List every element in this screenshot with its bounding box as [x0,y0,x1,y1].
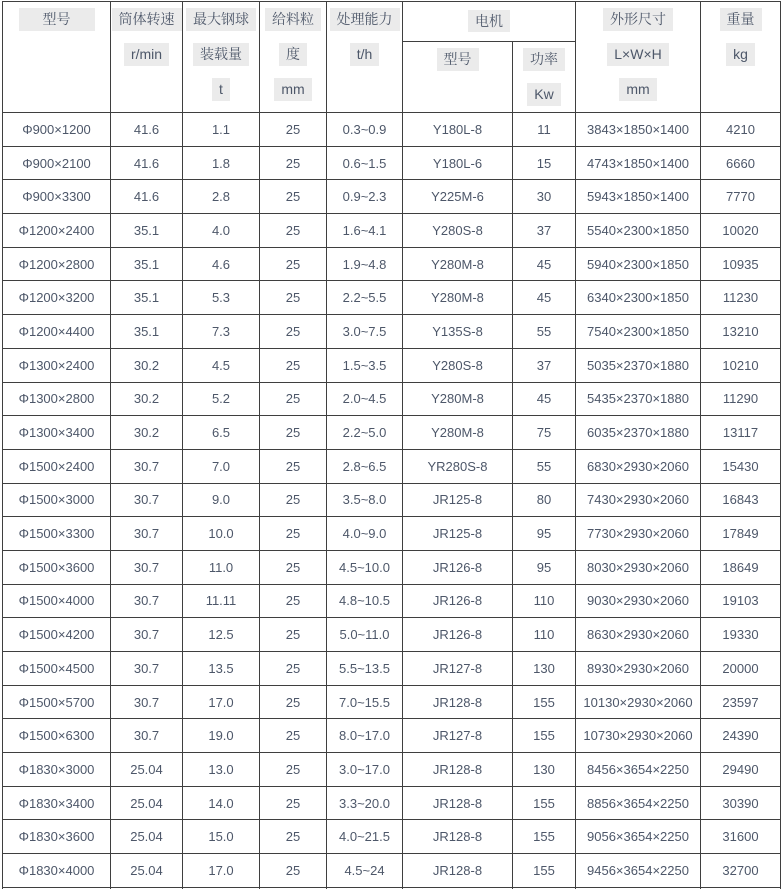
table-cell: Φ1500×3300 [3,517,111,551]
table-cell: 10935 [701,247,781,281]
table-cell: Y280M-8 [403,382,513,416]
table-cell: JR128-8 [403,854,513,888]
table-cell: 30.7 [111,618,183,652]
table-cell: 110 [513,618,576,652]
table-cell: 45 [513,382,576,416]
table-cell: Φ1200×2800 [3,247,111,281]
col-header-weight-unit: kg [726,43,755,66]
col-header-capacity-label: 处理能力 [330,8,400,31]
col-header-feed-size-unit: mm [274,78,311,101]
table-cell: 155 [513,719,576,753]
table-row [3,382,781,416]
table-cell: 7.0 [183,449,260,483]
table-cell: 3.0~7.5 [327,315,403,349]
table-cell: 41.6 [111,146,183,180]
table-cell: 8630×2930×2060 [576,618,701,652]
table-cell: JR126-8 [403,550,513,584]
table-row [3,247,781,281]
table-cell: 110 [513,584,576,618]
table-cell: Y280M-8 [403,247,513,281]
table-row [3,685,781,719]
table-cell: 23597 [701,685,781,719]
col-header-feed-size [260,2,327,113]
table-cell: 18649 [701,550,781,584]
table-cell: 8030×2930×2060 [576,550,701,584]
table-cell: 32700 [701,854,781,888]
table-cell: JR128-8 [403,786,513,820]
table-cell: 45 [513,281,576,315]
table-cell: 5.2 [183,382,260,416]
table-cell: JR125-8 [403,517,513,551]
table-row [3,820,781,854]
table-cell: 17.0 [183,854,260,888]
col-header-motor-group-label: 电机 [468,10,510,32]
table-cell: 155 [513,786,576,820]
table-row [3,180,781,214]
table-cell: 5435×2370×1880 [576,382,701,416]
table-cell: 4.6 [183,247,260,281]
col-header-dimensions-unit: mm [619,78,656,101]
table-cell: 4.5~24 [327,854,403,888]
table-row [3,618,781,652]
table-cell: 35.1 [111,281,183,315]
table-body [3,113,781,889]
table-cell: JR126-8 [403,618,513,652]
col-header-ball-load-label-2: 装载量 [193,43,249,66]
col-header-motor-group [403,2,576,42]
table-cell: 7.3 [183,315,260,349]
table-cell: Φ1500×3000 [3,483,111,517]
table-cell: 4.0~21.5 [327,820,403,854]
col-header-ball-load [183,2,260,113]
table-cell: Φ1200×2400 [3,214,111,248]
table-cell: 7.0~15.5 [327,685,403,719]
table-cell: 8930×2930×2060 [576,652,701,686]
table-cell: 19330 [701,618,781,652]
col-header-model-label: 型号 [19,8,95,31]
table-cell: 25 [260,786,327,820]
table-cell: 17.0 [183,685,260,719]
table-cell: 0.6~1.5 [327,146,403,180]
col-header-dimensions-label: 外形尺寸 [603,8,673,31]
table-cell: 29490 [701,753,781,787]
table-cell: 7540×2300×1850 [576,315,701,349]
table-cell: 25 [260,214,327,248]
table-row [3,315,781,349]
table-cell: 1.1 [183,113,260,147]
col-header-model [3,2,111,113]
table-cell: JR126-8 [403,584,513,618]
table-cell: Φ1200×3200 [3,281,111,315]
table-cell: 4.0~9.0 [327,517,403,551]
table-cell: Φ1300×2400 [3,348,111,382]
table-cell: 13117 [701,416,781,450]
table-cell: Y280S-8 [403,348,513,382]
table-cell: 155 [513,854,576,888]
table-cell: 30.7 [111,584,183,618]
col-header-capacity [327,2,403,113]
table-row [3,348,781,382]
table-cell: 3.0~17.0 [327,753,403,787]
table-header [3,2,781,113]
table-cell: 8.0~17.0 [327,719,403,753]
table-cell: Φ1830×3400 [3,786,111,820]
table-cell: 14.0 [183,786,260,820]
table-cell: 13.5 [183,652,260,686]
col-header-motor-model-label: 型号 [437,48,479,71]
table-cell: 7770 [701,180,781,214]
table-cell: 35.1 [111,247,183,281]
table-cell: 2.0~4.5 [327,382,403,416]
table-cell: 17849 [701,517,781,551]
table-cell: 0.9~2.3 [327,180,403,214]
table-cell: Φ1830×4000 [3,854,111,888]
table-cell: 13.0 [183,753,260,787]
table-cell: 4.0 [183,214,260,248]
col-header-ball-load-unit: t [212,78,230,101]
table-cell: 3843×1850×1400 [576,113,701,147]
table-row [3,652,781,686]
table-cell: 25 [260,652,327,686]
table-cell: 2.8~6.5 [327,449,403,483]
table-cell: 75 [513,416,576,450]
table-cell: Φ900×3300 [3,180,111,214]
table-cell: 9.0 [183,483,260,517]
table-cell: 5.0~11.0 [327,618,403,652]
table-cell: 25 [260,382,327,416]
table-cell: 30.7 [111,449,183,483]
table-cell: 1.8 [183,146,260,180]
table-cell: 25 [260,550,327,584]
table-cell: 25 [260,685,327,719]
table-cell: 15 [513,146,576,180]
col-header-motor-power-unit: Kw [527,83,560,106]
table-cell: 25 [260,348,327,382]
table-row [3,753,781,787]
table-cell: JR125-8 [403,483,513,517]
table-cell: 25 [260,584,327,618]
table-cell: 25 [260,719,327,753]
table-cell: 25.04 [111,820,183,854]
table-cell: JR128-8 [403,820,513,854]
table-cell: 25 [260,113,327,147]
table-cell: 2.2~5.0 [327,416,403,450]
table-cell: 15430 [701,449,781,483]
col-header-speed [111,2,183,113]
table-cell: 155 [513,685,576,719]
table-cell: 12.5 [183,618,260,652]
table-cell: 10210 [701,348,781,382]
table-cell: 30.7 [111,550,183,584]
table-cell: 41.6 [111,113,183,147]
table-cell: Y135S-8 [403,315,513,349]
table-cell: 24390 [701,719,781,753]
table-cell: 0.3~0.9 [327,113,403,147]
table-cell: 11230 [701,281,781,315]
table-cell: 20000 [701,652,781,686]
table-cell: 35.1 [111,214,183,248]
table-cell: 5.5~13.5 [327,652,403,686]
table-cell: 31600 [701,820,781,854]
table-cell: 6.5 [183,416,260,450]
table-cell: JR128-8 [403,753,513,787]
table-cell: 19103 [701,584,781,618]
table-cell: 8856×3654×2250 [576,786,701,820]
table-cell: 30.2 [111,382,183,416]
table-cell: 10130×2930×2060 [576,685,701,719]
table-cell: 6340×2300×1850 [576,281,701,315]
table-cell: 8456×3654×2250 [576,753,701,787]
table-cell: Φ1500×6300 [3,719,111,753]
table-cell: 9056×3654×2250 [576,820,701,854]
table-cell: Y280M-8 [403,416,513,450]
table-cell: 30.7 [111,685,183,719]
table-cell: Φ1200×4400 [3,315,111,349]
col-header-dimensions-formula: L×W×H [607,43,668,66]
table-row [3,550,781,584]
col-header-ball-load-label-1: 最大钢球 [186,8,256,31]
table-cell: 4.8~10.5 [327,584,403,618]
table-row [3,449,781,483]
table-cell: 1.5~3.5 [327,348,403,382]
table-cell: 5943×1850×1400 [576,180,701,214]
table-cell: 10730×2930×2060 [576,719,701,753]
table-cell: 25 [260,416,327,450]
col-header-weight [701,2,781,113]
table-cell: 130 [513,753,576,787]
table-cell: 11.11 [183,584,260,618]
table-row [3,281,781,315]
table-cell: 5.3 [183,281,260,315]
table-cell: 25 [260,247,327,281]
table-cell: 5940×2300×1850 [576,247,701,281]
table-cell: 15.0 [183,820,260,854]
table-row [3,854,781,888]
table-cell: Φ900×2100 [3,146,111,180]
table-cell: 7430×2930×2060 [576,483,701,517]
table-cell: Φ1500×4500 [3,652,111,686]
table-cell: 25 [260,753,327,787]
table-row [3,214,781,248]
col-header-motor-power [513,42,576,113]
table-cell: Y225M-6 [403,180,513,214]
table-cell: 10020 [701,214,781,248]
table-cell: 25 [260,820,327,854]
table-cell: Y180L-6 [403,146,513,180]
table-cell: 4210 [701,113,781,147]
table-cell: 45 [513,247,576,281]
table-cell: 4.5 [183,348,260,382]
table-cell: 3.5~8.0 [327,483,403,517]
table-cell: 11.0 [183,550,260,584]
table-cell: 41.6 [111,180,183,214]
col-header-motor-power-label: 功率 [523,48,565,71]
table-cell: 25 [260,483,327,517]
table-cell: Y280S-8 [403,214,513,248]
table-cell: 30.7 [111,483,183,517]
table-cell: Φ900×1200 [3,113,111,147]
table-cell: 30.7 [111,652,183,686]
col-header-weight-label: 重量 [720,8,762,31]
table-cell: 6035×2370×1880 [576,416,701,450]
table-cell: 25 [260,146,327,180]
table-row [3,517,781,551]
col-header-capacity-unit: t/h [350,43,380,66]
col-header-feed-size-label-2: 度 [279,43,307,66]
table-cell: 30.7 [111,517,183,551]
table-cell: 2.2~5.5 [327,281,403,315]
table-row [3,483,781,517]
ball-mill-spec-table [2,1,781,889]
table-cell: 16843 [701,483,781,517]
table-cell: 25 [260,180,327,214]
table-cell: 25 [260,517,327,551]
col-header-speed-label: 筒体转速 [112,8,182,31]
table-cell: 95 [513,550,576,584]
table-cell: 25.04 [111,786,183,820]
table-cell: Φ1300×3400 [3,416,111,450]
table-cell: 3.3~20.0 [327,786,403,820]
table-cell: 25.04 [111,854,183,888]
table-cell: 30390 [701,786,781,820]
table-cell: 19.0 [183,719,260,753]
table-cell: 55 [513,315,576,349]
table-row [3,146,781,180]
table-cell: Φ1300×2800 [3,382,111,416]
table-cell: Φ1830×3600 [3,820,111,854]
col-header-dimensions [576,2,701,113]
table-row [3,416,781,450]
table-cell: JR127-8 [403,719,513,753]
col-header-motor-model [403,42,513,113]
table-row [3,584,781,618]
table-cell: 10.0 [183,517,260,551]
table-cell: Φ1500×4200 [3,618,111,652]
table-cell: 30 [513,180,576,214]
table-cell: 1.6~4.1 [327,214,403,248]
table-cell: 6660 [701,146,781,180]
table-cell: Φ1500×5700 [3,685,111,719]
table-cell: 155 [513,820,576,854]
table-cell: 9456×3654×2250 [576,854,701,888]
table-cell: 55 [513,449,576,483]
col-header-feed-size-label-1: 给料粒 [265,8,321,31]
table-cell: 25 [260,449,327,483]
table-row [3,719,781,753]
table-cell: JR128-8 [403,685,513,719]
table-cell: Φ1500×3600 [3,550,111,584]
table-cell: 7730×2930×2060 [576,517,701,551]
table-cell: 30.2 [111,348,183,382]
table-cell: 80 [513,483,576,517]
table-cell: 1.9~4.8 [327,247,403,281]
table-cell: 30.2 [111,416,183,450]
table-cell: 5540×2300×1850 [576,214,701,248]
table-cell: 25 [260,618,327,652]
table-cell: 25 [260,315,327,349]
table-cell: 35.1 [111,315,183,349]
table-cell: 25.04 [111,753,183,787]
table-cell: 6830×2930×2060 [576,449,701,483]
table-cell: 11290 [701,382,781,416]
table-cell: 4743×1850×1400 [576,146,701,180]
table-cell: 4.5~10.0 [327,550,403,584]
table-cell: YR280S-8 [403,449,513,483]
table-cell: 5035×2370×1880 [576,348,701,382]
table-cell: 25 [260,854,327,888]
table-cell: 95 [513,517,576,551]
table-cell: 11 [513,113,576,147]
table-cell: 37 [513,348,576,382]
table-cell: Φ1500×4000 [3,584,111,618]
col-header-speed-unit: r/min [124,43,169,66]
table-cell: 9030×2930×2060 [576,584,701,618]
table-cell: 25 [260,281,327,315]
table-cell: Y180L-8 [403,113,513,147]
table-cell: 2.8 [183,180,260,214]
table-cell: 30.7 [111,719,183,753]
table-row [3,113,781,147]
table-cell: Φ1500×2400 [3,449,111,483]
table-row [3,786,781,820]
table-cell: 130 [513,652,576,686]
table-cell: 37 [513,214,576,248]
table-cell: Φ1830×3000 [3,753,111,787]
table-cell: 13210 [701,315,781,349]
table-cell: JR127-8 [403,652,513,686]
header-row-main [3,2,781,42]
table-cell: Y280M-8 [403,281,513,315]
